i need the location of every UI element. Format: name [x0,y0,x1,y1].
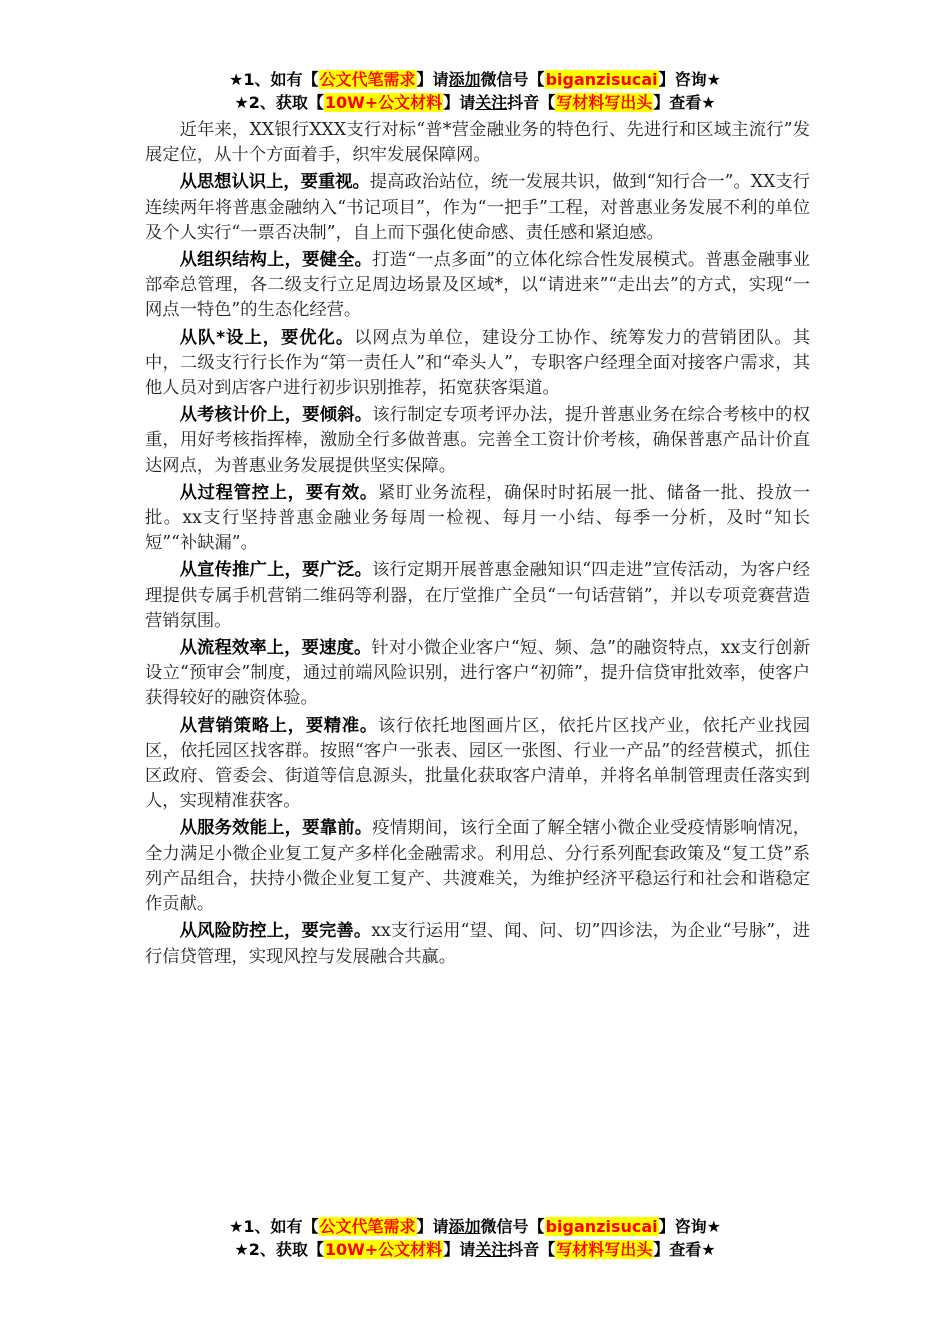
section-lead: 从思想认识上，要重视。 [179,172,370,193]
banner-line-2: ★2、获取【10W+公文材料】请关注抖音【写材料写出头】查看★ [234,93,716,112]
footer-banner [0,1215,950,1261]
section-lead: 从服务效能上，要靠前。 [179,818,373,839]
star-icon: ★ [229,1217,244,1236]
star-icon: ★ [234,93,249,112]
section-text: 该行定期开展普惠金融知识“四走进”宣传活动，为客户经理提供专属手机营销二维码等利器，在厅堂推广全员“一句话营销”，并以专项竞赛营造营销氛围。 [145,560,810,631]
highlight-materials: 10W+公文材料 [324,93,443,112]
section-text: 紧盯业务流程，确保时时拓展一批、储备一批、投放一批。xx支行坚持普惠金融业务每周一检视、每月一小结、每季一分析，及时“知长短”“补缺漏”。 [145,482,810,554]
section-paragraph [145,403,810,479]
section-paragraph [145,248,810,324]
section-text: 疫情期间，该行全面了解全辖小微企业受疫情影响情况，全力满足小微企业复工复产多样化金融需求。利用总、分行系列配套政策及“复工贷”系列产品组合，扶持小微企业复工复产、共渡难关，为维护经济平稳运行和社会和谐稳定作贡献。 [145,818,810,915]
star-icon: ★ [706,1217,721,1236]
section-lead: 从流程效率上，要速度。 [179,638,372,659]
section-text: 针对小微企业客户“短、频、急”的融资特点，xx支行创新设立“预审会”制度，通过前端风险识别，进行客户“初筛”，提升信贷审批效率，使客户获得较好的融资体验。 [145,638,810,709]
section-text: xx支行运用“望、闻、问、切”四诊法，为企业“号脉”，进行信贷管理，实现风控与发展融合共赢。 [145,921,810,967]
section-text: 该行依托地图画片区，依托片区找产业，依托产业找园区，依托园区找客群。按照“客户一张表、园区一张图、行业一产品”的经营模式，抓住区政府、管委会、街道等信息源头，批量化获取客户清单，并将名单制管理责任落实到人，实现精准获客。 [145,715,810,812]
highlight-materials: 10W+公文材料 [324,1240,443,1259]
star-icon: ★ [229,70,244,89]
section-lead: 从过程管控上，要有效。 [179,482,378,503]
article-body [145,118,810,972]
highlight-douyin-account: 写材料写出头 [556,1240,653,1259]
section-paragraph [145,170,810,246]
highlight-douyin-account: 写材料写出头 [556,93,653,112]
section-lead: 从风险防控上，要完善。 [179,921,372,942]
section-text: 提高政治站位，统一发展共识，做到“知行合一”。XX支行连续两年将普惠金融纳入“书记项目”，作为“一把手”工程，对普惠业务发展不利的单位及个人实行“一票否决制”，自上而下强化使命感、责任感和紧迫感。 [145,172,810,243]
section-text: 以网点为单位，建设分工协作、统筹发力的营销团队。其中，二级支行行长作为“第一责任人”和“牵头人”，专职客户经理全面对接客户需求，其他人员对到店客户进行初步识别推荐，拓宽获客渠道。 [145,327,810,399]
star-icon: ★ [701,1240,716,1259]
section-lead: 从营销策略上，要精准。 [179,715,378,736]
section-lead: 从队*设上，要优化。 [179,327,355,348]
star-icon: ★ [706,70,721,89]
banner-line-1: ★1、如有【公文代笔需求】请添加微信号【biganzisucai】咨询★ [229,70,721,89]
banner-line-1: ★1、如有【公文代笔需求】请添加微信号【biganzisucai】咨询★ [229,1217,721,1236]
highlight-wechat-id: biganzisucai [545,70,658,89]
header-banner [0,68,950,114]
section-paragraph [145,714,810,815]
section-paragraph [145,636,810,712]
section-lead: 从考核计价上，要倾斜。 [179,405,373,426]
section-text: 该行制定专项考评办法，提升普惠业务在综合考核中的权重，用好考核指挥棒，激励全行多做普惠。完善全工资计价考核，确保普惠产品计价直达网点，为普惠业务发展提供坚实保障。 [145,405,810,476]
section-paragraph [145,816,810,917]
highlight-service: 公文代笔需求 [319,1217,416,1236]
section-text: 打造“一点多面”的立体化综合性发展模式。普惠金融事业部牵总管理，各二级支行立足周边场景及区域*，以“请进来”“走出去”的方式，实现“一网点一特色”的生态化经营。 [145,250,810,321]
highlight-wechat-id: biganzisucai [545,1217,658,1236]
section-paragraph [145,558,810,634]
intro-paragraph: 近年来，XX银行XXX支行对标“普*营金融业务的特色行、先进行和区域主流行”发展定位，从十个方面着手，织牢发展保障网。 [145,120,810,166]
section-paragraph [145,326,810,402]
highlight-service: 公文代笔需求 [319,70,416,89]
section-lead: 从宣传推广上，要广泛。 [179,560,373,581]
star-icon: ★ [234,1240,249,1259]
section-lead: 从组织结构上，要健全。 [179,250,373,271]
banner-line-2: ★2、获取【10W+公文材料】请关注抖音【写材料写出头】查看★ [234,1240,716,1259]
section-paragraph [145,919,810,969]
section-paragraph [145,481,810,557]
star-icon: ★ [701,93,716,112]
